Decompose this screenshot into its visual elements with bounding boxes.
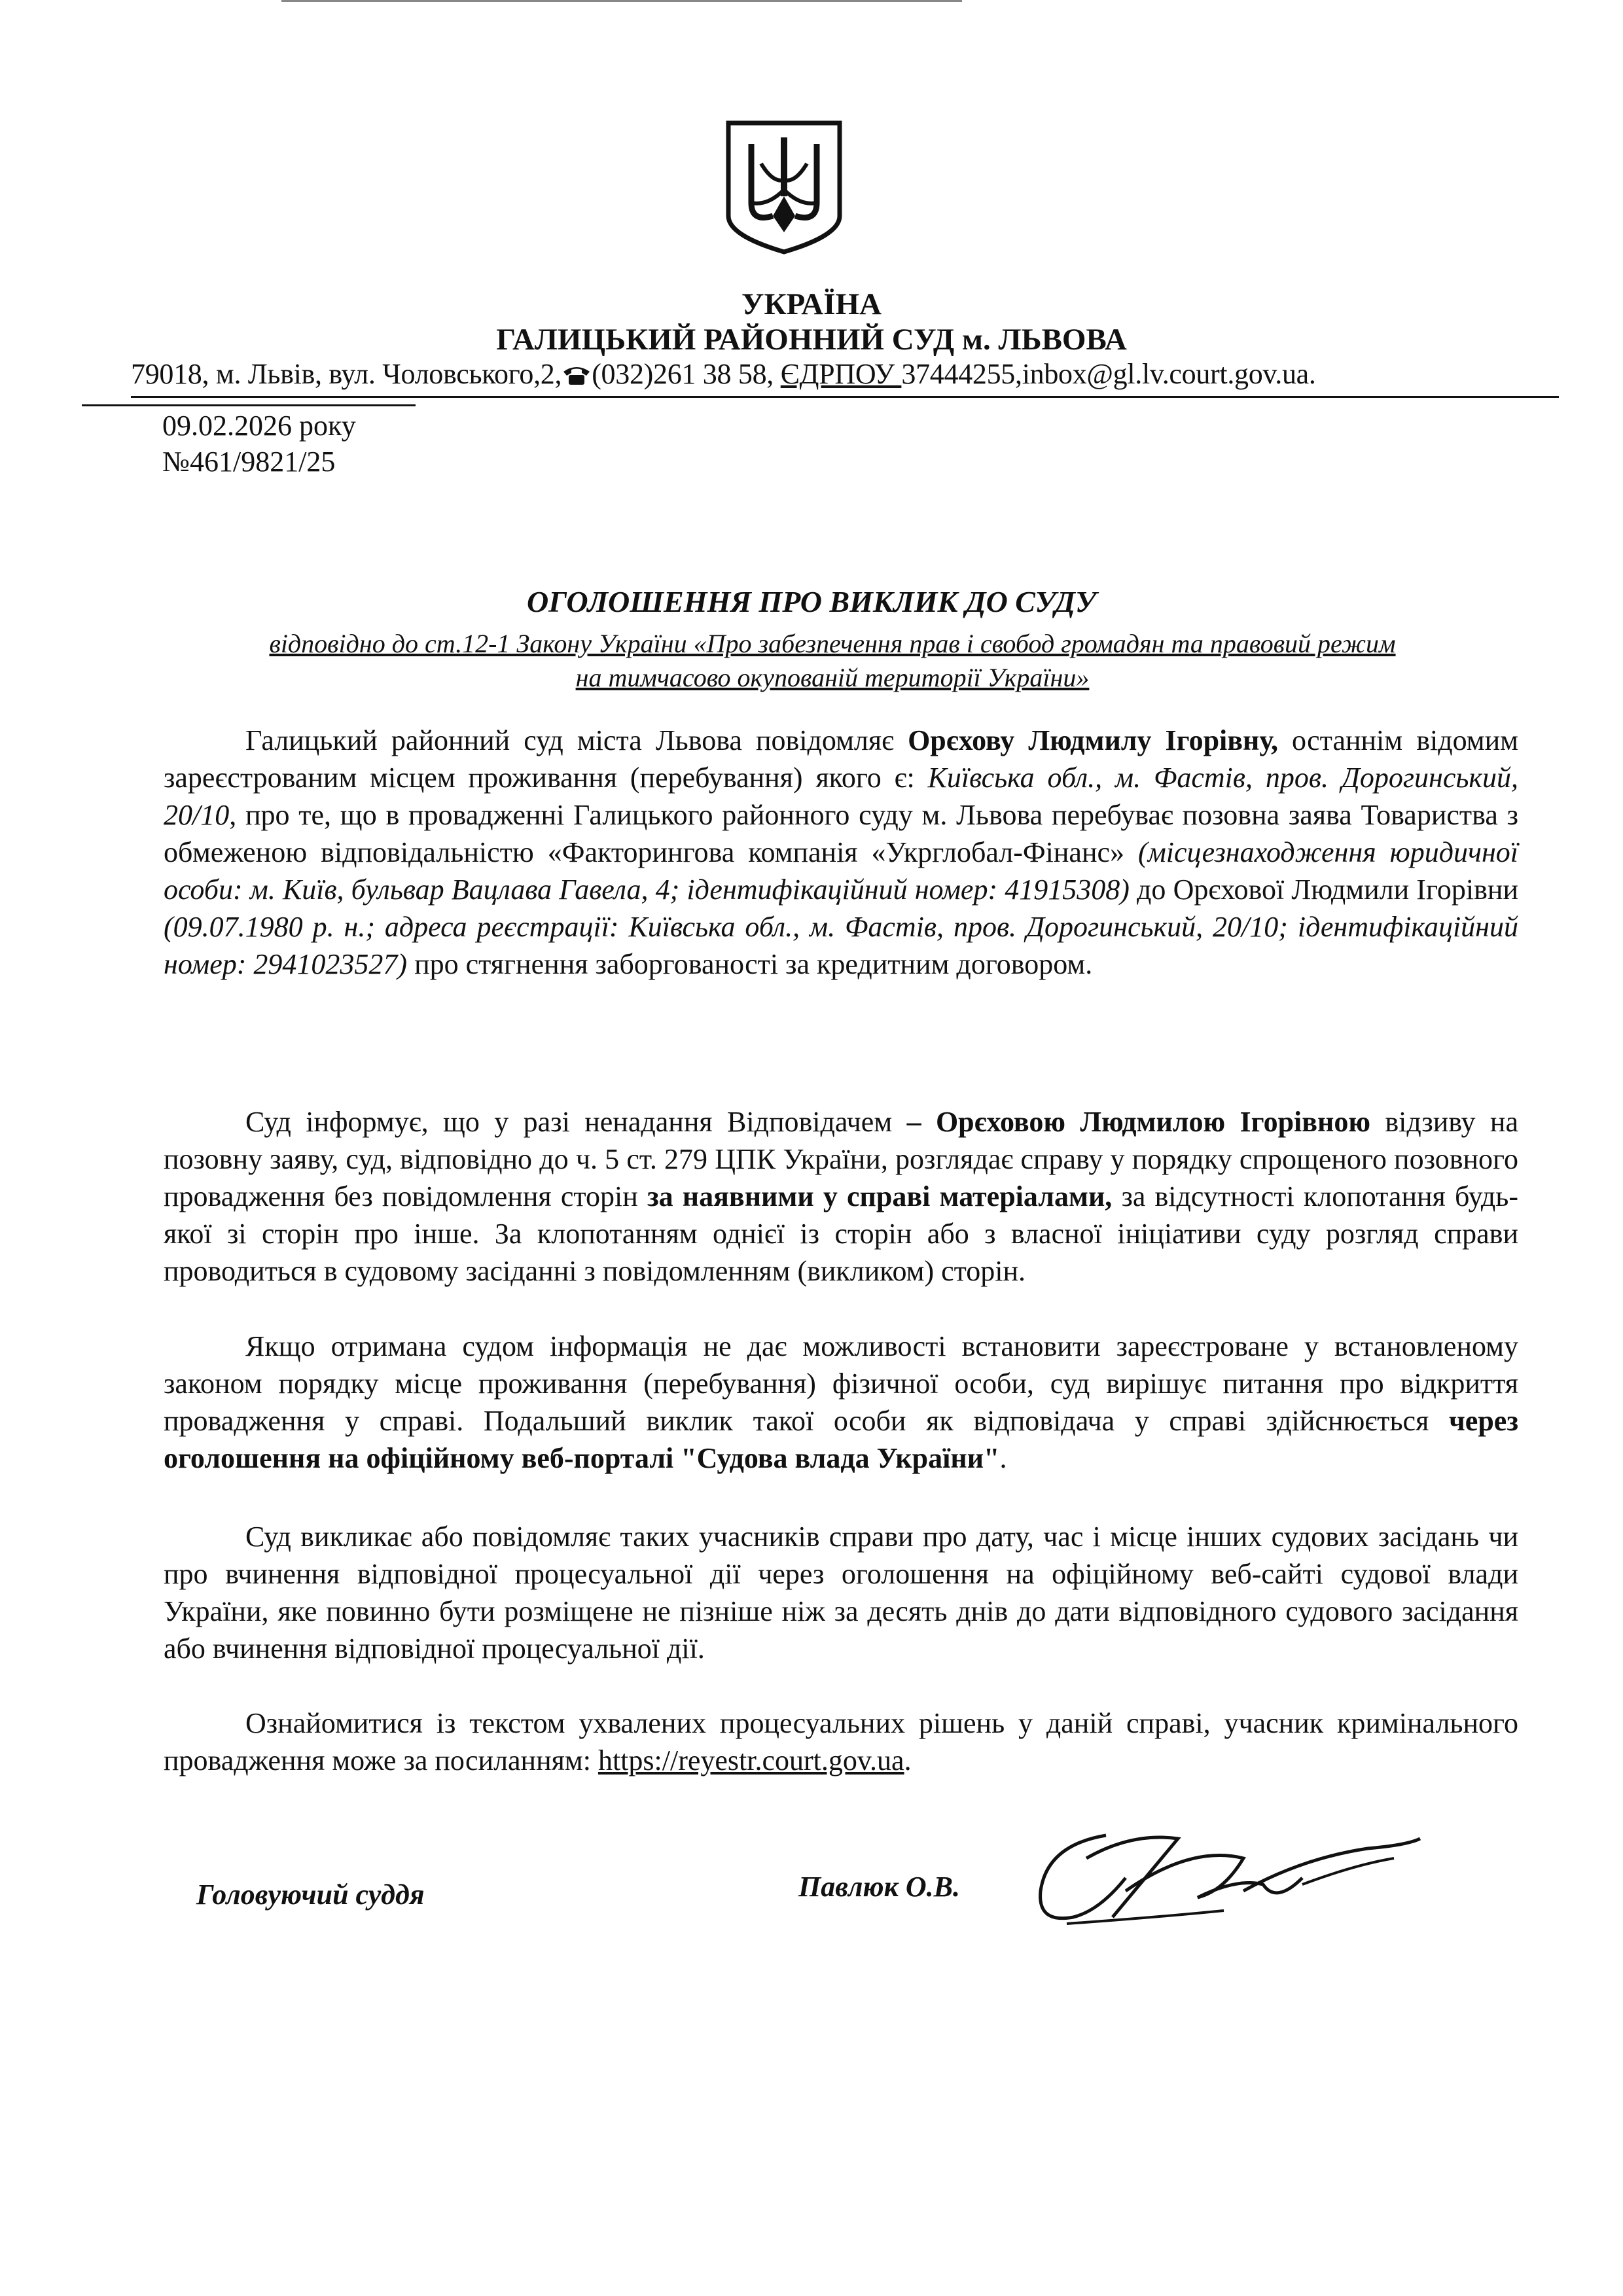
text-run: , про те, що в провадженні Галицького районного суду м. Львова перебуває позовна заява Товариства з обмеженою відповідальністю «Факторингова компанія «Укрглобал-Фінанс» (164, 799, 1518, 868)
announcement-title: ОГОЛОШЕННЯ ПРО ВИКЛИК ДО СУДУ (527, 585, 1096, 618)
text-run: . (999, 1442, 1007, 1474)
address-street: 79018, м. Львів, вул. Чоловського,2, (131, 358, 562, 390)
subtitle-line-2: на тимчасово окупованій території України» (575, 663, 1090, 692)
defendant-name-emphasis: – Орєховою Людмилою Ігорівною (906, 1106, 1370, 1138)
address-phone: (032)261 38 58, (592, 358, 781, 390)
paragraph-3 (164, 1328, 1518, 1477)
judge-name: Павлюк О.В. (798, 1871, 961, 1903)
court-name-heading: ГАЛИЦЬКИЙ РАЙОННИЙ СУД м. ЛЬВОВА (496, 323, 1127, 357)
text-run: відзиву на позовну заяву, суд, відповідно до ч. 5 ст. 279 ЦПК України, розглядає справу у порядку спрощеного позовного провадження без повідомлення сторін (164, 1106, 1518, 1212)
text-run: . (904, 1744, 912, 1776)
judge-role-label: Головуючий суддя (196, 1879, 425, 1911)
header-divider (131, 396, 1559, 398)
edrpou-label: ЄДРПОУ (780, 358, 902, 390)
portal-emphasis: через оголошення на офіційному веб-порталі "Судова влада України" (164, 1405, 1518, 1474)
text-run: Суд інформує, що у разі ненадання Відповідачем (245, 1106, 907, 1138)
defendant-address: Київська обл., м. Фастів, пров. Дорогинський, 20/10 (164, 762, 1518, 831)
address-code-email: 37444255,inbox@gl.lv.court.gov.ua. (901, 358, 1316, 390)
court-address-line (131, 357, 1316, 391)
document-number: №461/9821/25 (162, 446, 336, 478)
text-run: Ознайомитися із текстом ухвалених процесуальних рішень у даній справі, учасник кримінального провадження може за посиланням: (164, 1707, 1518, 1776)
text-run: за відсутності клопотання будь-якої зі сторін про інше. За клопотанням однієї із сторін або з власної ініціативи суду розгляд справи проводиться в судовому засіданні з повідомленням (викликом) сторін. (164, 1180, 1518, 1287)
announcement-subtitle (171, 627, 1493, 695)
handwritten-signature-icon (1027, 1819, 1433, 1937)
top-border-line (281, 0, 962, 2)
text-run: останнім відомим зареєстрованим місцем проживання (перебування) якого є: (164, 724, 1518, 794)
subtitle-line-1: відповідно до ст.12-1 Закону України «Про забезпечення прав і свобод громадян та правовий режим (269, 629, 1396, 658)
defendant-details: (09.07.1980 р. н.; адреса реєстрації: Київська обл., м. Фастів, пров. Дорогинський, 20/10; ідентифікаційний номер: 2941023527) (164, 911, 1518, 980)
text-run: про стягнення заборгованості за кредитним договором. (407, 948, 1093, 980)
trident-coat-of-arms-icon (722, 118, 846, 255)
document-date: 09.02.2026 року (162, 410, 356, 442)
plaintiff-details: (місцезнаходження юридичної особи: м. Київ, бульвар Вацлава Гавела, 4; ідентифікаційний номер: 41915308) (164, 836, 1519, 906)
defendant-name: Орєхову Людмилу Ігорівну, (908, 724, 1278, 756)
paragraph-5 (164, 1704, 1518, 1779)
text-run: Галицький районний суд міста Львова повідомляє (245, 724, 908, 756)
country-heading: УКРАЇНА (741, 287, 882, 321)
registry-link[interactable]: https://reyestr.court.gov.ua (597, 1744, 904, 1776)
materials-emphasis: за наявними у справі матеріалами, (647, 1180, 1113, 1212)
paragraph-4 (164, 1518, 1518, 1667)
telephone-icon (562, 364, 592, 386)
text-run: Суд викликає або повідомляє таких учасників справи про дату, час і місце інших судових засідань чи про вчинення відповідної процесуальної дії через оголошення на офіційному веб-сайті судової влади України, яке повинно бути розміщене не пізніше ніж за десять днів до дати відповідного судового засідання або вчинення відповідної процесуальної дії. (164, 1521, 1518, 1665)
text-run: Якщо отримана судом інформація не дає можливості встановити зареєстроване у встановленому законом порядку місце проживання (перебування) фізичної особи, суд вирішує питання про відкриття провадження у справі. Подальший виклик такої особи як відповідача у справі здійснюється (164, 1330, 1518, 1437)
paragraph-1 (164, 722, 1518, 983)
header-divider-short (82, 404, 416, 406)
text-run: до Орєхової Людмили Ігорівни (1129, 874, 1519, 906)
paragraph-2 (164, 1103, 1518, 1290)
